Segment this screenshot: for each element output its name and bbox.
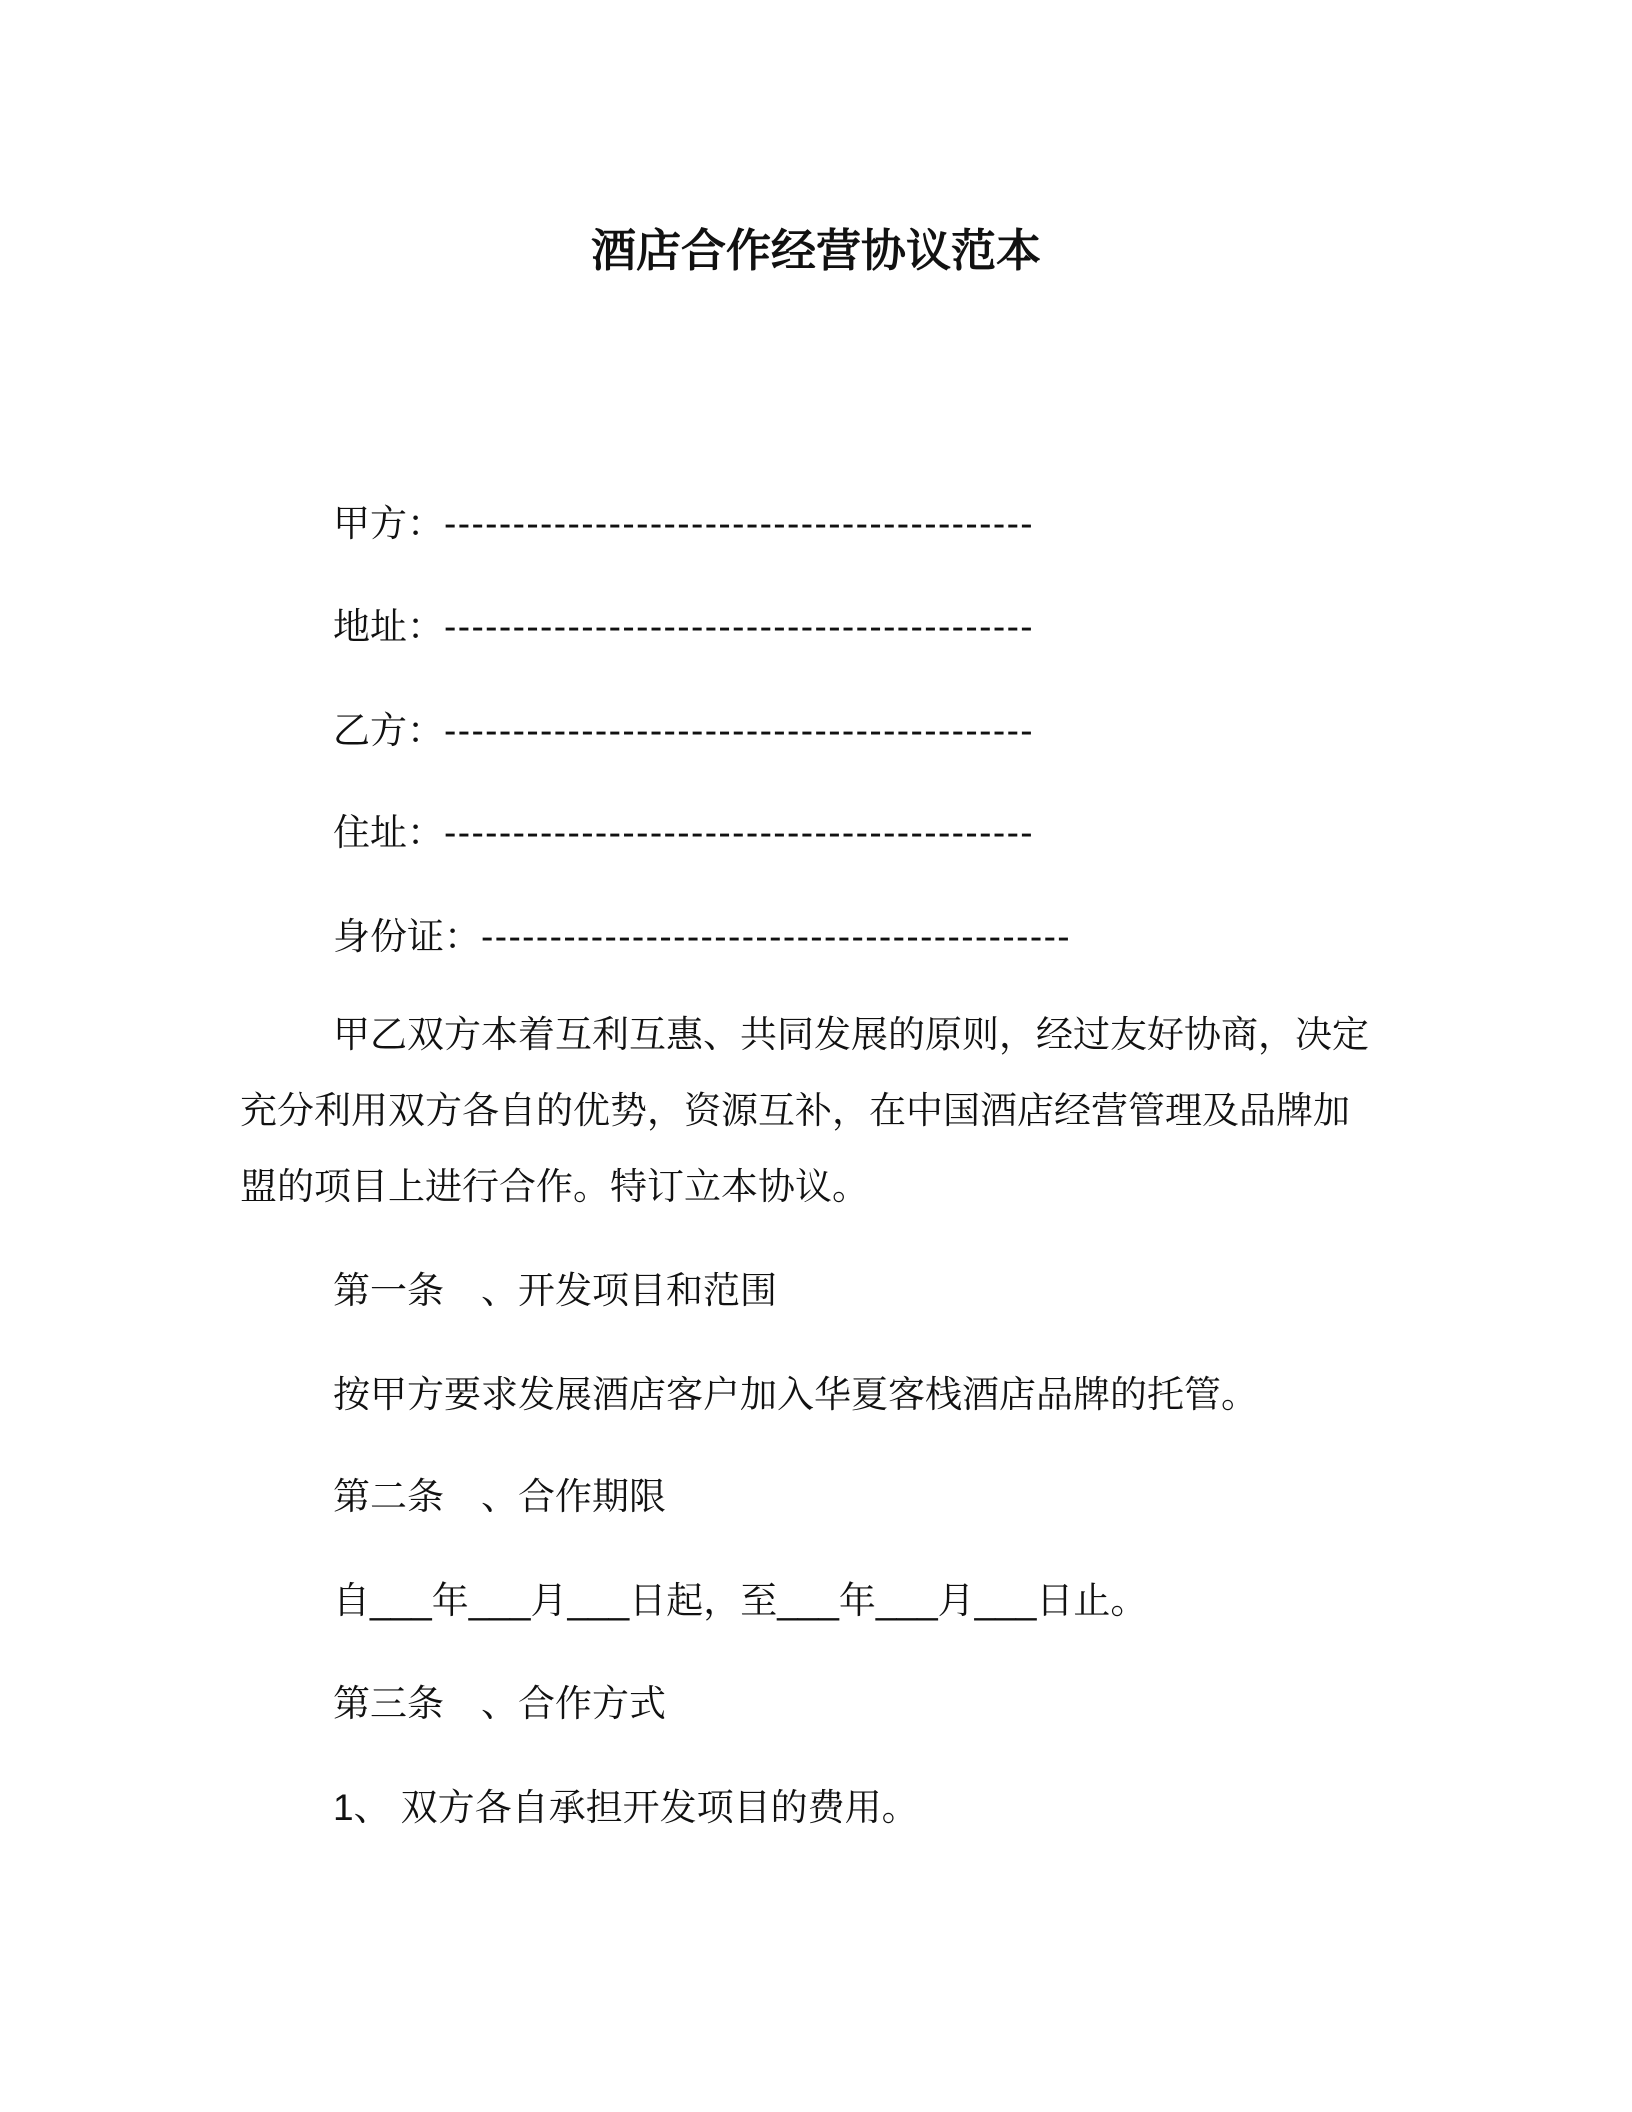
preamble-line: 充分利用双方各自的优势，资源互补，在中国酒店经营管理及品牌加 [240, 1090, 1350, 1131]
field-residence-b [333, 808, 1034, 858]
article-title: 、开发项目和范围 [481, 1270, 777, 1311]
field-party-a [333, 499, 1034, 549]
field-label: 住址： [333, 812, 444, 853]
preamble-line: 盟的项目上进行合作。特订立本协议。 [240, 1166, 869, 1207]
article-heading [333, 1679, 666, 1729]
field-party-b [333, 706, 1034, 756]
field-label: 乙方： [333, 710, 444, 751]
document-title: 酒店合作经营协议范本 [590, 225, 1041, 276]
field-address-a [333, 602, 1034, 652]
article-number: 第二条 [333, 1476, 444, 1517]
article-title: 、合作方式 [481, 1683, 666, 1724]
list-item-text: 双方各自承担开发项目的费用。 [400, 1787, 919, 1828]
field-id-card [333, 912, 1071, 962]
field-blank: ------------------------------------------- [444, 503, 1035, 544]
article-heading [333, 1472, 666, 1522]
field-blank: ------------------------------------------- [444, 710, 1035, 751]
article-title: 、合作期限 [481, 1476, 666, 1517]
preamble-line: 甲乙双方本着互利互惠、共同发展的原则，经过友好协商，决定 [333, 1014, 1369, 1055]
list-item [333, 1783, 919, 1833]
article-heading [333, 1266, 777, 1316]
field-blank: ------------------------------------------- [444, 812, 1035, 853]
article-body: 自___年___月___日起，至___年___月___日止。 [333, 1580, 1148, 1621]
article-number: 第三条 [333, 1683, 444, 1724]
field-label: 地址： [333, 606, 444, 647]
article-number: 第一条 [333, 1270, 444, 1311]
field-blank: ------------------------------------------- [481, 916, 1072, 957]
field-label: 身份证： [333, 916, 481, 957]
field-label: 甲方： [333, 503, 444, 544]
field-blank: ------------------------------------------- [444, 606, 1035, 647]
article-body: 按甲方要求发展酒店客户加入华夏客栈酒店品牌的托管。 [333, 1374, 1258, 1415]
list-item-number: 1、 [333, 1787, 391, 1828]
